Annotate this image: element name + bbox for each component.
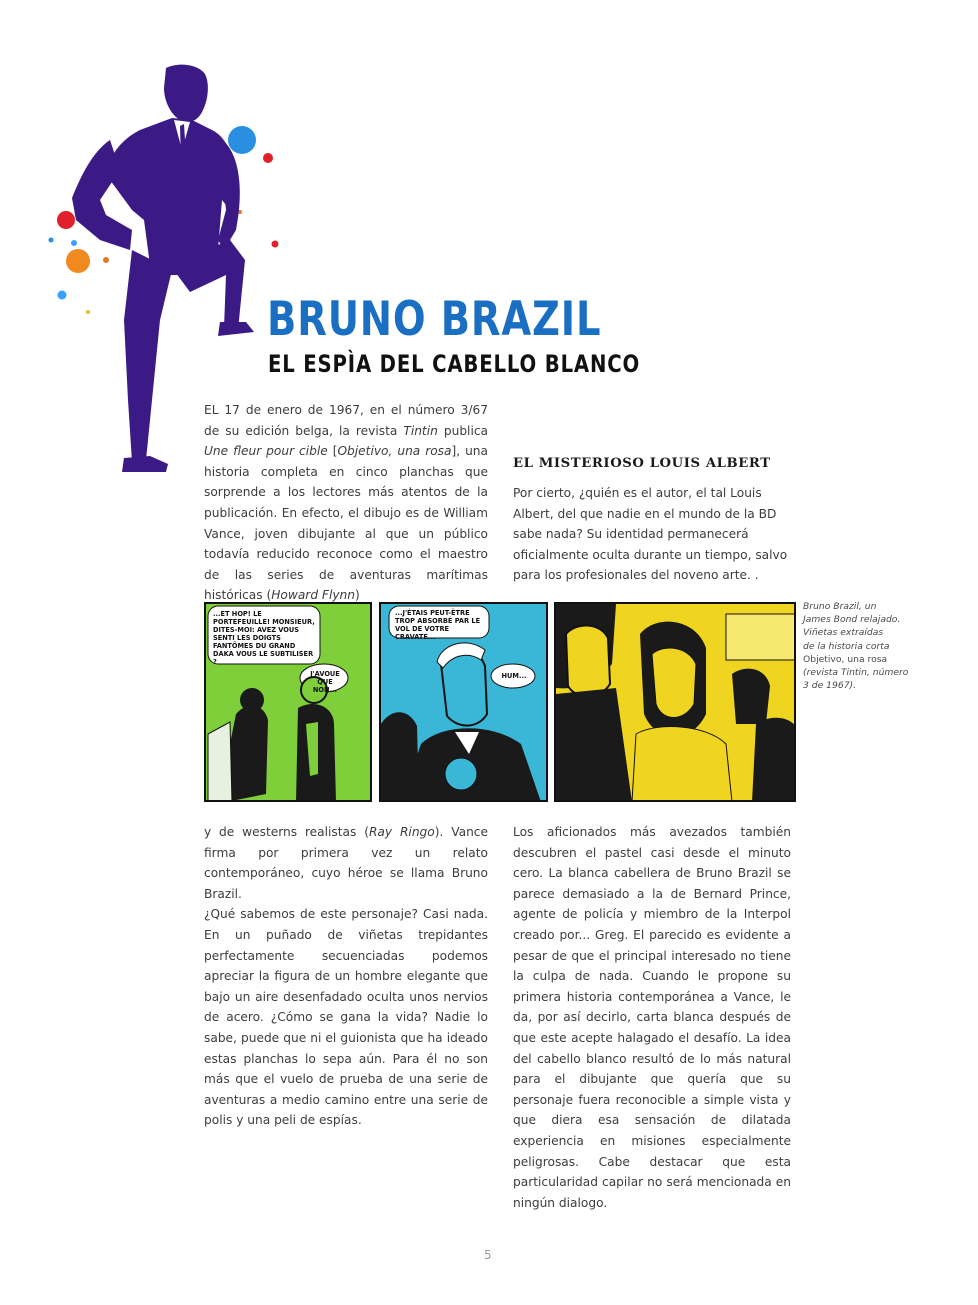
comic-art-3 xyxy=(556,604,796,802)
section-paragraph: Por cierto, ¿quién es el autor, el tal Louis Albert, del que nadie en el mundo de la BD sabe nada? Su identidad permanecerá oficialmente oculta durante un tiempo, salvo para los profesionales del noveno arte. . xyxy=(513,486,788,583)
speech-bubble: ...ET HOP! LE PORTEFEUILLE! MONSIEUR, DITES-MOI: AVEZ VOUS SENTI LES DOIGTS FANTÔMES DU GRAND DAKA VOUS LE SUBTILISER ? xyxy=(213,610,315,666)
comic-panel-3 xyxy=(554,602,796,802)
comic-panel-2 xyxy=(379,602,548,802)
section-column xyxy=(513,483,791,586)
body-column-left xyxy=(204,822,488,1131)
page-number: 5 xyxy=(484,1248,492,1262)
speech-bubble: J'AVOUE QUE NON... xyxy=(310,670,340,694)
section-heading: EL MISTERIOSO LOUIS ALBERT xyxy=(513,456,771,471)
comic-panel-1 xyxy=(204,602,372,802)
body-paragraph: y de westerns realistas (Ray Ringo). Vance firma por primera vez un relato contemporáneo, cuyo héroe se llama Bruno Brazil. xyxy=(204,825,488,901)
body-paragraph: Los aficionados más avezados también descubren el pastel casi desde el minuto cero. La blanca cabellera de Bruno Brazil se parece demasiado a la de Bernard Prince, agente de policía y miembro de la Interpol creado por... Greg. El parecido es evidente a pesar de que el principal interesado no tiene la culpa de nada. Cuando le propone su primera historia contemporánea a Vance, le da, por así decirlo, carta blanca después de que este acepte halagado el desafío. La idea del cabello blanco resultó de lo más natural para el dibujante que quería que su personaje fuera reconocible a simple vista y que diera esa sensación de dilatada experiencia en misiones especialmente peligrosas. Cabe destacar que esta particularidad capilar no será mencionada en ningún dialogo. xyxy=(513,825,791,1210)
intro-paragraph: EL 17 de enero de 1967, en el número 3/67 de su edición belga, la revista Tintin publica Une fleur pour cible [Objetivo, una rosa], una historia completa en cinco planchas que sorprende a los lectores más atentos de la publicación. En efecto, el dibujo es de William Vance, joven dibujante al que un público todavía reducido reconoce como el maestro de las series de aventuras marítimas históricas (Howard Flynn) xyxy=(204,403,488,603)
figure-caption: Bruno Brazil, un James Bond relajado. Viñetas extraídas de la historia corta Objetivo, una rosa (revista Tintin, número 3 de 1967). xyxy=(803,601,909,692)
page-subtitle: EL ESPÌA DEL CABELLO BLANCO xyxy=(268,350,641,378)
body-paragraph: ¿Qué sabemos de este personaje? Casi nada. En un puñado de viñetas trepidantes perfectamente secuenciadas podemos apreciar la figura de un hombre elegante que bajo un aire desenfadado oculta unos nervios de acero. ¿Cómo se gana la vida? Nadie lo sabe, puede que ni el guionista que ha ideado estas planchas lo sepa aún. Para él no son más que el vuelo de prueba de una serie de aventuras a medio camino entre una serie de polis y una peli de espías. xyxy=(204,907,488,1128)
intro-column xyxy=(204,400,488,606)
speech-bubble: HUM... xyxy=(501,672,527,680)
speech-bubble: ...J'ÉTAIS PEUT-ÊTRE TROP ABSORBÉ PAR LE VOL DE VOTRE CRAVATE... xyxy=(395,609,481,641)
page-title: BRUNO BRAZIL xyxy=(267,292,602,347)
body-column-right xyxy=(513,822,791,1213)
